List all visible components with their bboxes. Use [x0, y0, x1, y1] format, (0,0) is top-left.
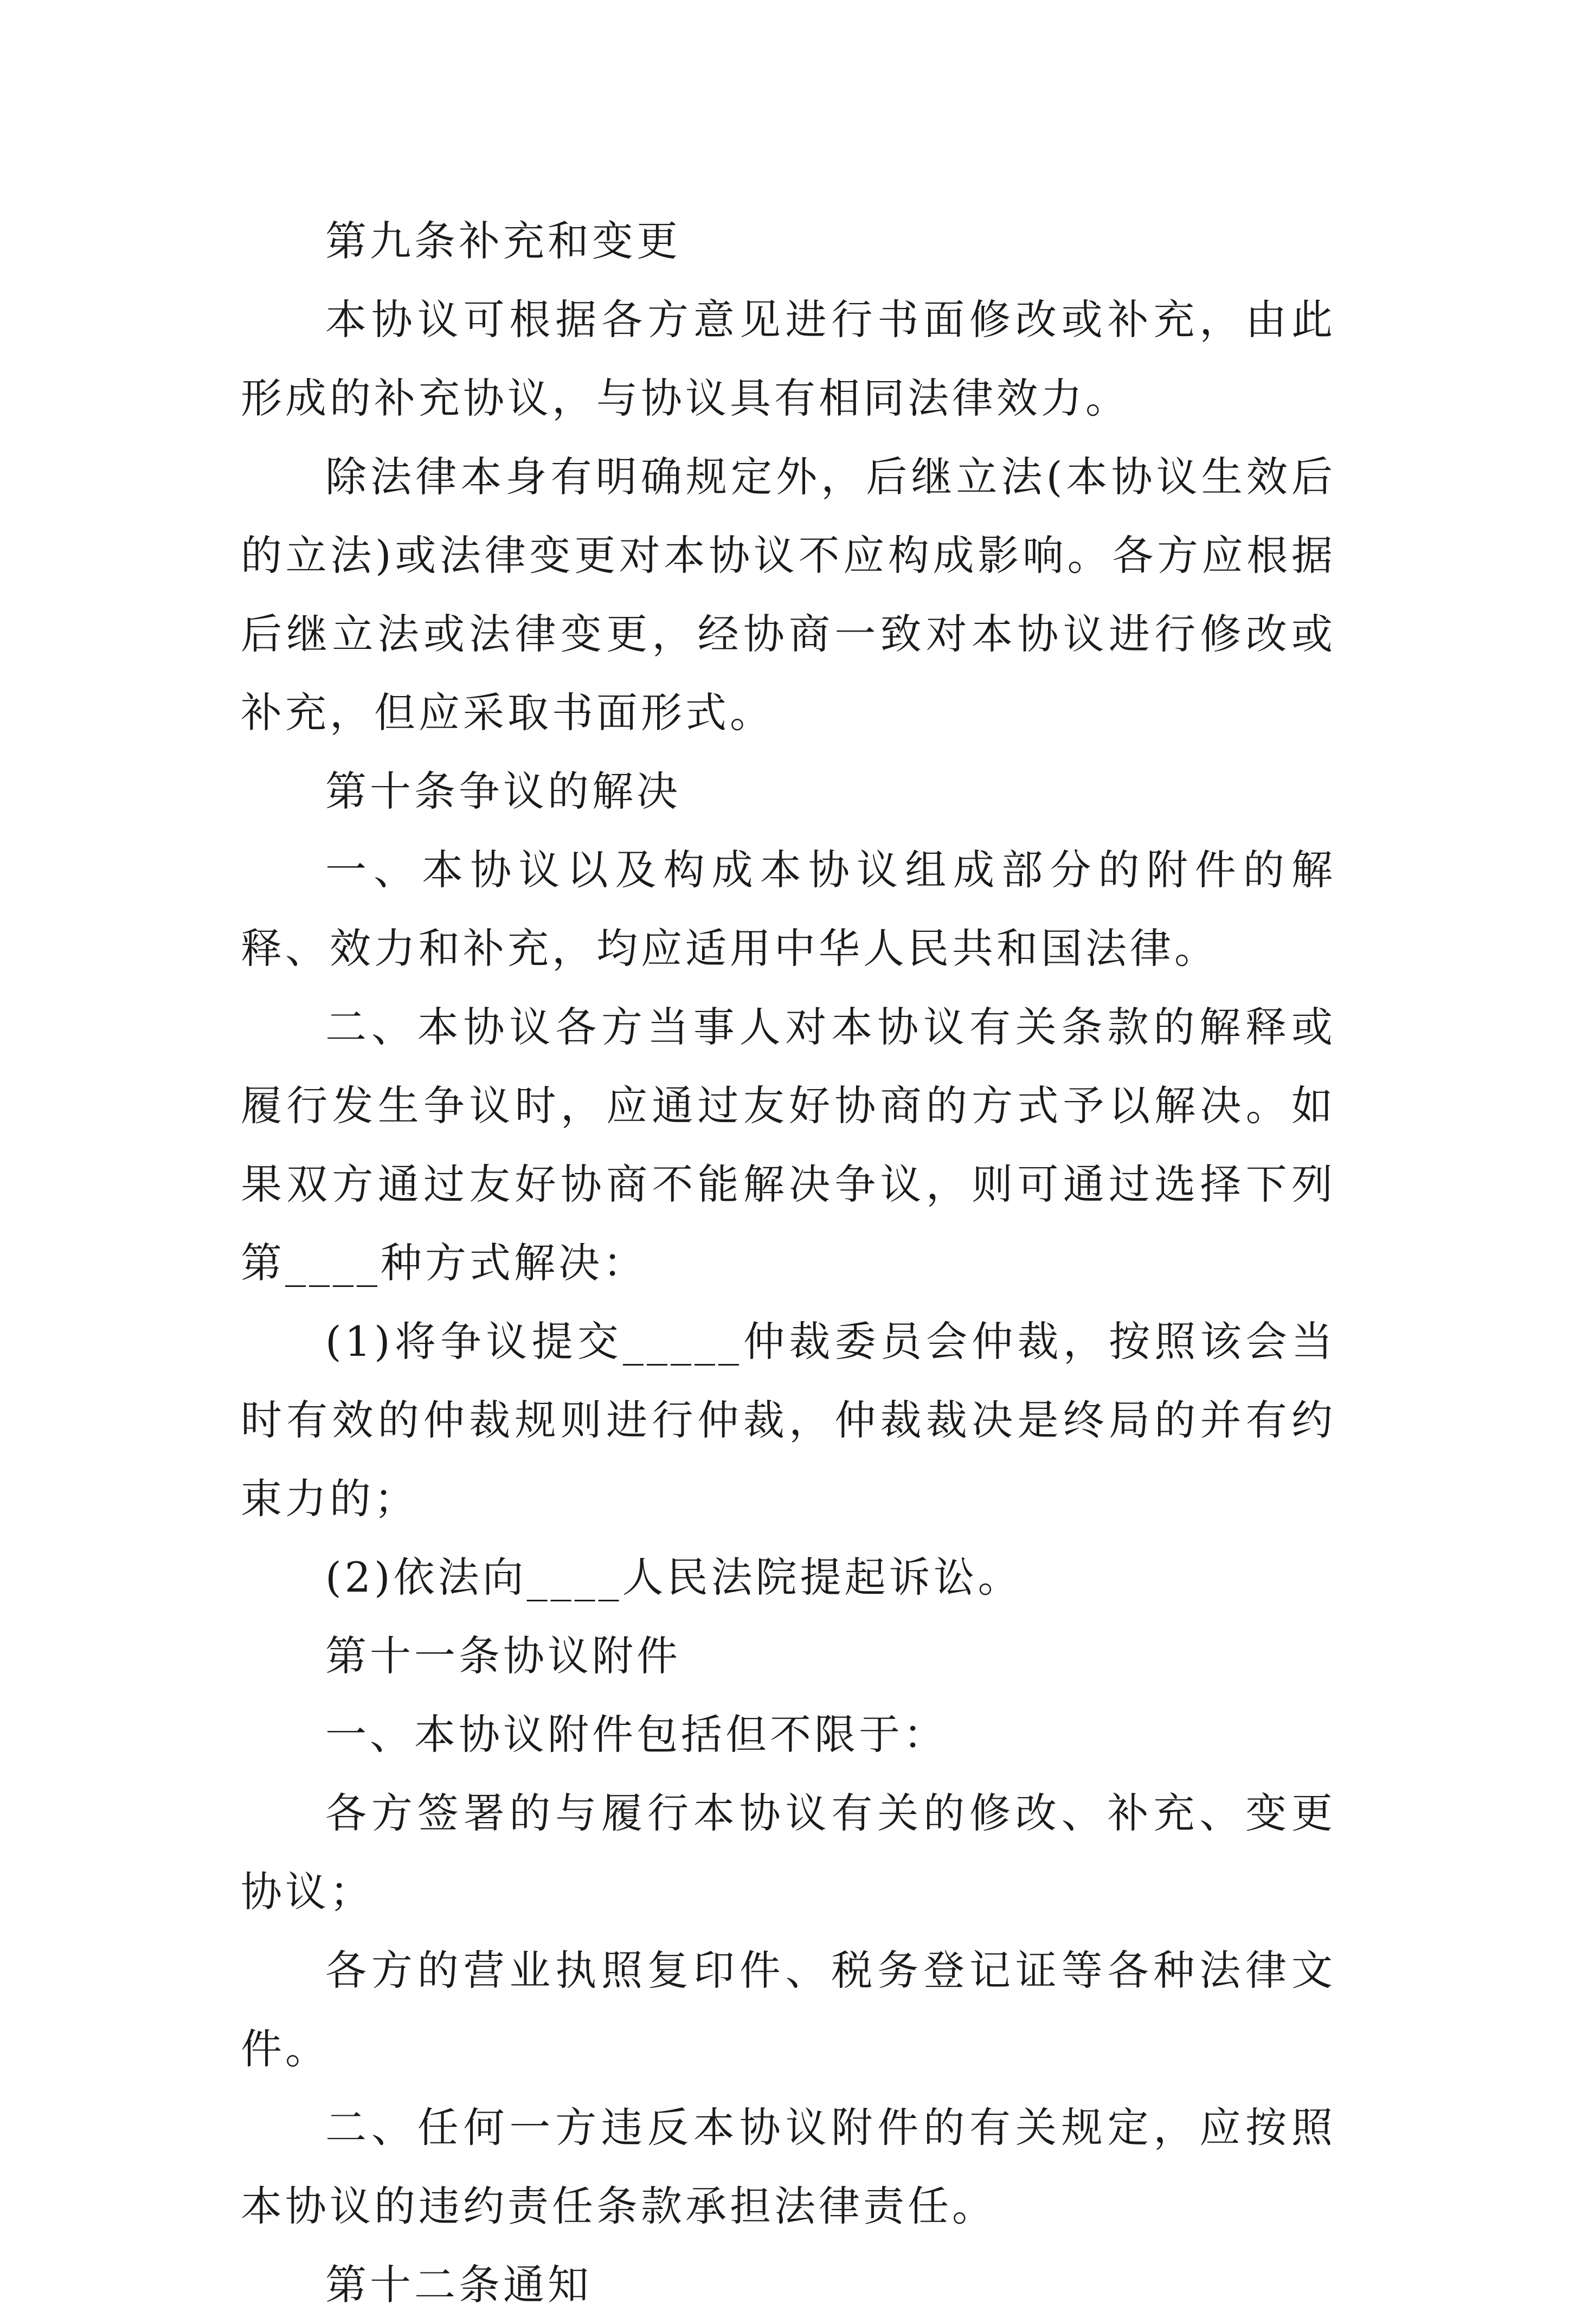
- paragraph: 二、任何一方违反本协议附件的有关规定，应按照本协议的违约责任条款承担法律责任。: [241, 2103, 1336, 2230]
- paragraph: 一、本协议附件包括但不限于：: [325, 1710, 948, 1759]
- article-12-heading: 第十二条通知: [325, 2261, 592, 2309]
- paragraph: 各方签署的与履行本协议有关的修改、补充、变更协议；: [241, 1789, 1336, 1916]
- document-body: [241, 202, 1336, 2324]
- paragraph: 除法律本身有明确规定外，后继立法(本协议生效后的立法)或法律变更对本协议不应构成影响。各方应根据后继立法或法律变更，经协商一致对本协议进行修改或补充，但应采取书面形式。: [241, 453, 1336, 737]
- paragraph: 一、本协议以及构成本协议组成部分的附件的解释、效力和补充，均应适用中华人民共和国法律。: [241, 846, 1336, 973]
- article-10-heading: 第十条争议的解决: [325, 767, 681, 815]
- paragraph: (1)将争议提交_____仲裁委员会仲裁，按照该会当时有效的仲裁规则进行仲裁，仲裁裁决是终局的并有约束力的；: [241, 1317, 1336, 1523]
- paragraph: (2)依法向____人民法院提起诉讼。: [325, 1553, 1023, 1601]
- paragraph: 本协议可根据各方意见进行书面修改或补充，由此形成的补充协议，与协议具有相同法律效力。: [241, 295, 1336, 422]
- article-9-heading: 第九条补充和变更: [325, 217, 681, 265]
- article-11-heading: 第十一条协议附件: [325, 1632, 681, 1680]
- paragraph: 各方的营业执照复印件、税务登记证等各种法律文件。: [241, 1946, 1336, 2073]
- paragraph: 二、本协议各方当事人对本协议有关条款的解释或履行发生争议时，应通过友好协商的方式予以解决。如果双方通过友好协商不能解决争议，则可通过选择下列第____种方式解决：: [241, 1003, 1336, 1287]
